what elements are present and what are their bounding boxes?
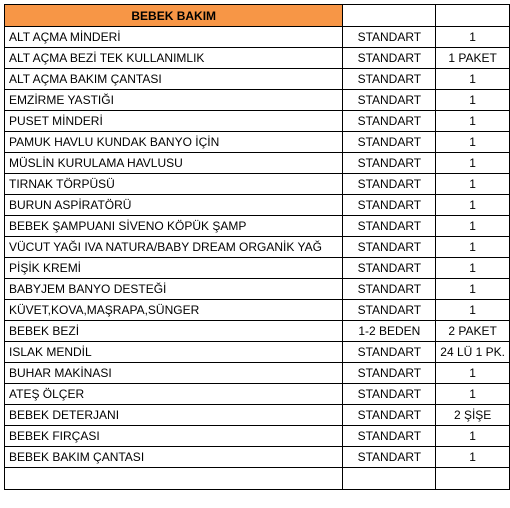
quantity-cell[interactable]: 2 PAKET xyxy=(436,321,510,342)
header-title-cell[interactable]: BEBEK BAKIM xyxy=(5,5,343,27)
item-cell[interactable]: BEBEK BAKIM ÇANTASI xyxy=(5,447,343,468)
table-row xyxy=(5,363,510,384)
table-row xyxy=(5,426,510,447)
size-cell[interactable]: STANDART xyxy=(343,111,436,132)
table-row xyxy=(5,447,510,468)
table-row xyxy=(5,48,510,69)
size-cell[interactable]: STANDART xyxy=(343,27,436,48)
table-row xyxy=(5,69,510,90)
table-row xyxy=(5,174,510,195)
table-row xyxy=(5,342,510,363)
item-cell[interactable]: ALT AÇMA BEZİ TEK KULLANIMLIK xyxy=(5,48,343,69)
item-cell[interactable] xyxy=(5,468,343,490)
table-row xyxy=(5,321,510,342)
quantity-cell[interactable]: 1 xyxy=(436,174,510,195)
quantity-cell[interactable]: 1 xyxy=(436,279,510,300)
header-size-cell[interactable] xyxy=(343,5,436,27)
item-cell[interactable]: ATEŞ ÖLÇER xyxy=(5,384,343,405)
quantity-cell[interactable]: 24 LÜ 1 PK. xyxy=(436,342,510,363)
item-cell[interactable]: BURUN ASPİRATÖRÜ xyxy=(5,195,343,216)
quantity-cell[interactable]: 1 xyxy=(436,111,510,132)
item-cell[interactable]: ALT AÇMA MİNDERİ xyxy=(5,27,343,48)
item-cell[interactable]: BEBEK FIRÇASI xyxy=(5,426,343,447)
table-row xyxy=(5,111,510,132)
size-cell[interactable]: STANDART xyxy=(343,363,436,384)
quantity-cell[interactable]: 1 xyxy=(436,195,510,216)
header-qty-cell[interactable] xyxy=(436,5,510,27)
table-row xyxy=(5,90,510,111)
quantity-cell[interactable]: 1 xyxy=(436,363,510,384)
item-cell[interactable]: BEBEK ŞAMPUANI SİVENO KÖPÜK ŞAMP xyxy=(5,216,343,237)
table-row xyxy=(5,300,510,321)
quantity-cell[interactable]: 1 xyxy=(436,300,510,321)
item-cell[interactable]: VÜCUT YAĞI IVA NATURA/BABY DREAM ORGANİK YAĞ xyxy=(5,237,343,258)
size-cell[interactable]: STANDART xyxy=(343,174,436,195)
table-row xyxy=(5,237,510,258)
quantity-cell[interactable] xyxy=(436,468,510,490)
baby-care-sheet xyxy=(4,4,510,490)
quantity-cell[interactable]: 1 xyxy=(436,426,510,447)
size-cell[interactable] xyxy=(343,468,436,490)
quantity-cell[interactable]: 1 xyxy=(436,69,510,90)
table-row xyxy=(5,216,510,237)
table-row xyxy=(5,132,510,153)
size-cell[interactable]: STANDART xyxy=(343,300,436,321)
table-row xyxy=(5,153,510,174)
quantity-cell[interactable]: 1 xyxy=(436,384,510,405)
table-row xyxy=(5,258,510,279)
size-cell[interactable]: STANDART xyxy=(343,426,436,447)
quantity-cell[interactable]: 1 xyxy=(436,447,510,468)
quantity-cell[interactable]: 1 xyxy=(436,90,510,111)
table-row xyxy=(5,405,510,426)
quantity-cell[interactable]: 1 xyxy=(436,216,510,237)
table-row xyxy=(5,27,510,48)
table-row xyxy=(5,195,510,216)
size-cell[interactable]: STANDART xyxy=(343,48,436,69)
size-cell[interactable]: STANDART xyxy=(343,195,436,216)
quantity-cell[interactable]: 1 PAKET xyxy=(436,48,510,69)
size-cell[interactable]: STANDART xyxy=(343,90,436,111)
size-cell[interactable]: 1-2 BEDEN xyxy=(343,321,436,342)
item-cell[interactable]: PAMUK HAVLU KUNDAK BANYO İÇİN xyxy=(5,132,343,153)
item-cell[interactable]: BUHAR MAKİNASI xyxy=(5,363,343,384)
size-cell[interactable]: STANDART xyxy=(343,216,436,237)
size-cell[interactable]: STANDART xyxy=(343,447,436,468)
item-cell[interactable]: EMZİRME YASTIĞI xyxy=(5,90,343,111)
item-cell[interactable]: ALT AÇMA BAKIM ÇANTASI xyxy=(5,69,343,90)
header-row xyxy=(5,5,510,27)
table-row xyxy=(5,468,510,490)
size-cell[interactable]: STANDART xyxy=(343,132,436,153)
item-cell[interactable]: ISLAK MENDİL xyxy=(5,342,343,363)
item-cell[interactable]: BEBEK DETERJANI xyxy=(5,405,343,426)
quantity-cell[interactable]: 1 xyxy=(436,27,510,48)
item-cell[interactable]: KÜVET,KOVA,MAŞRAPA,SÜNGER xyxy=(5,300,343,321)
quantity-cell[interactable]: 2 ŞİŞE xyxy=(436,405,510,426)
size-cell[interactable]: STANDART xyxy=(343,69,436,90)
size-cell[interactable]: STANDART xyxy=(343,279,436,300)
size-cell[interactable]: STANDART xyxy=(343,405,436,426)
quantity-cell[interactable]: 1 xyxy=(436,237,510,258)
size-cell[interactable]: STANDART xyxy=(343,384,436,405)
size-cell[interactable]: STANDART xyxy=(343,153,436,174)
item-cell[interactable]: MÜSLİN KURULAMA HAVLUSU xyxy=(5,153,343,174)
table-row xyxy=(5,279,510,300)
quantity-cell[interactable]: 1 xyxy=(436,258,510,279)
quantity-cell[interactable]: 1 xyxy=(436,153,510,174)
size-cell[interactable]: STANDART xyxy=(343,237,436,258)
item-cell[interactable]: TIRNAK TÖRPÜSÜ xyxy=(5,174,343,195)
size-cell[interactable]: STANDART xyxy=(343,258,436,279)
quantity-cell[interactable]: 1 xyxy=(436,132,510,153)
item-cell[interactable]: PUSET MİNDERİ xyxy=(5,111,343,132)
table-row xyxy=(5,384,510,405)
item-cell[interactable]: PİŞİK KREMİ xyxy=(5,258,343,279)
item-cell[interactable]: BEBEK BEZİ xyxy=(5,321,343,342)
size-cell[interactable]: STANDART xyxy=(343,342,436,363)
item-cell[interactable]: BABYJEM BANYO DESTEĞİ xyxy=(5,279,343,300)
